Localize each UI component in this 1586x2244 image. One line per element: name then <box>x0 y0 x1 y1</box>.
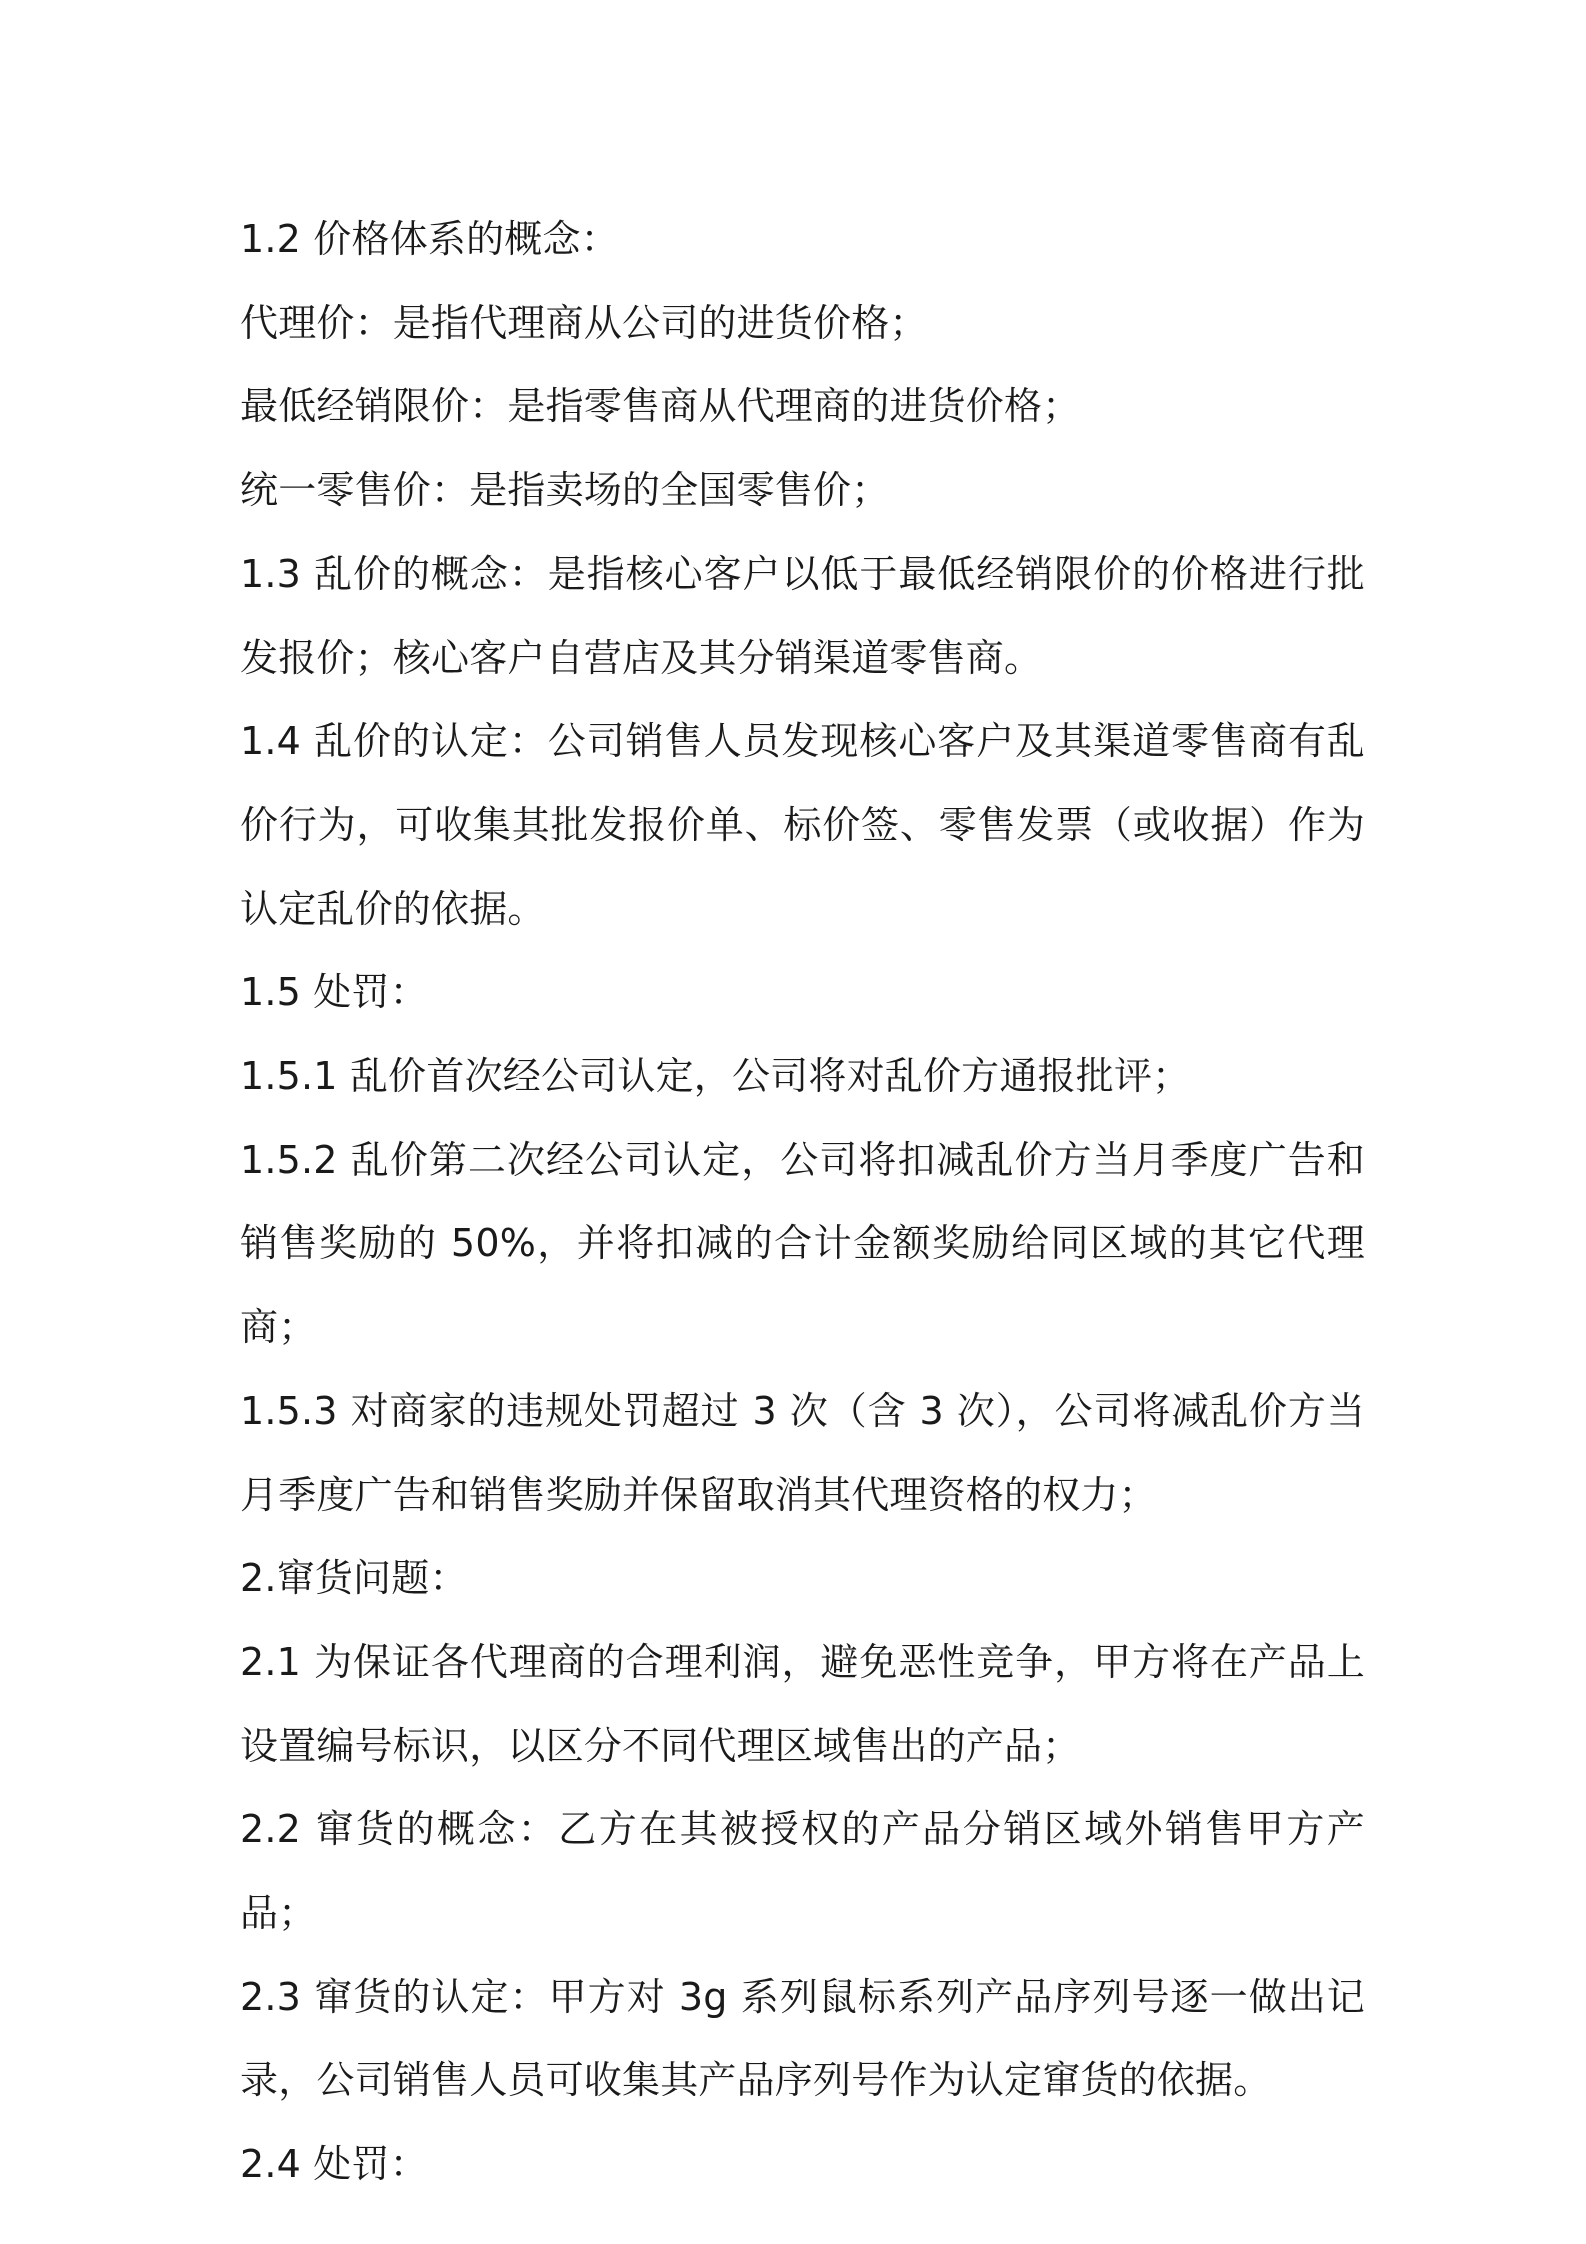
paragraph-1-5-penalty-heading: 1.5 处罚： <box>240 970 428 1015</box>
paragraph-1-2-heading: 1.2 价格体系的概念： <box>240 217 619 261</box>
paragraph-agent-price: 代理价：是指代理商从公司的进货价格； <box>240 300 928 345</box>
paragraph-2-3: 2.3 窜货的认定：甲方对 3g 系列鼠标系列产品序列号逐一做出记录，公司销售人员可收集其产品序列号作为认定窜货的依据。 <box>240 1974 1365 2103</box>
paragraph-min-dealer-price: 最低经销限价：是指零售商从代理商的进货价格； <box>240 384 1081 429</box>
document-body <box>240 198 1365 2207</box>
paragraph-2-cross-selling-heading: 2.窜货问题： <box>240 1556 468 1601</box>
paragraph-unified-retail-price: 统一零售价：是指卖场的全国零售价； <box>240 468 890 513</box>
paragraph-2-1: 2.1 为保证各代理商的合理利润，避免恶性竞争，甲方将在产品上设置编号标识，以区分不同代理区域售出的产品； <box>240 1639 1365 1768</box>
paragraph-2-4-penalty-heading: 2.4 处罚： <box>240 2142 428 2187</box>
paragraph-1-3-price-disorder-concept: 1.3 乱价的概念：是指核心客户以低于最低经销限价的价格进行批发报价；核心客户自营店及其分销渠道零售商。 <box>240 551 1365 680</box>
paragraph-1-5-3: 1.5.3 对商家的违规处罚超过 3 次（含 3 次），公司将减乱价方当月季度广告和销售奖励并保留取消其代理资格的权力； <box>240 1388 1365 1517</box>
paragraph-1-5-1: 1.5.1 乱价首次经公司认定，公司将对乱价方通报批评； <box>240 1054 1191 1099</box>
paragraph-1-5-2: 1.5.2 乱价第二次经公司认定，公司将扣减乱价方当月季度广告和销售奖励的 50%，并将扣减的合计金额奖励给同区域的其它代理商； <box>240 1137 1365 1350</box>
paragraph-2-2: 2.2 窜货的概念：乙方在其被授权的产品分销区域外销售甲方产品； <box>240 1807 1365 1936</box>
paragraph-1-4-price-disorder-identification: 1.4 乱价的认定：公司销售人员发现核心客户及其渠道零售商有乱价行为，可收集其批发报价单、标价签、零售发票（或收据）作为认定乱价的依据。 <box>240 719 1365 931</box>
